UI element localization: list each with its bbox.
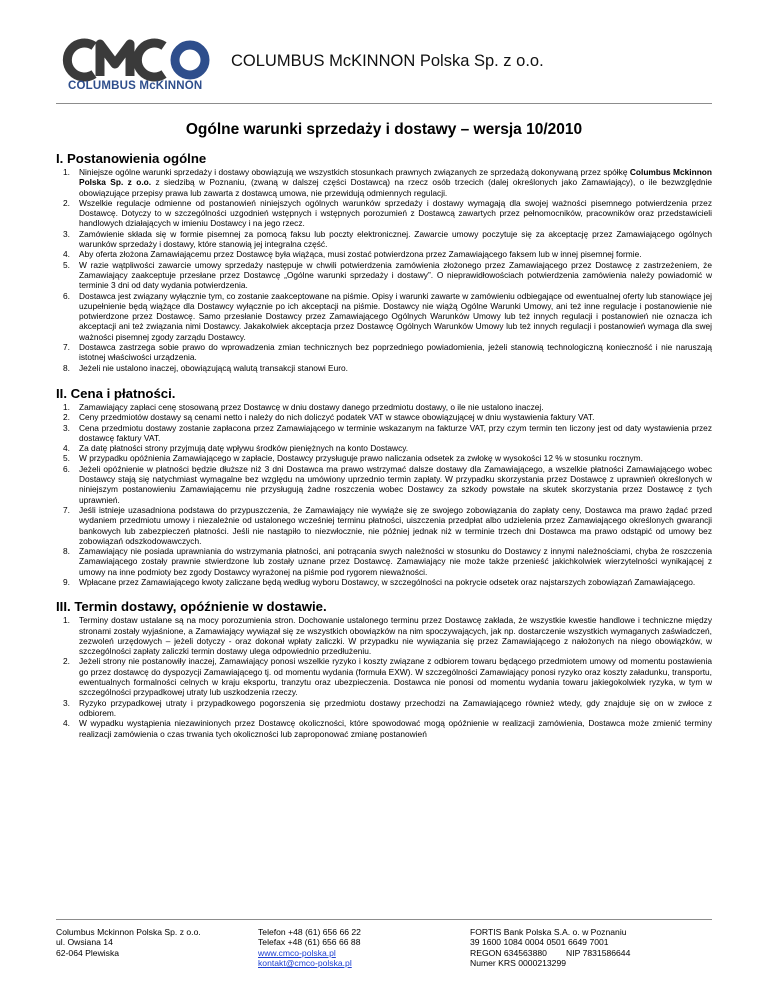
item-number: 8. (63, 546, 70, 557)
item-number: 2. (63, 197, 70, 208)
list-item (56, 718, 712, 739)
footer-divider (56, 919, 712, 920)
list-item (56, 577, 712, 587)
item-text: Dostawca jest związany wyłącznie tym, co zostanie zaakceptowane na piśmie. Opisy i warunki zawarte w zamówieniu odbiegające od ewentualnej oferty lub stanowiące jej uzupełnienie będą wiążące dla Dostawcy wyłącznie po ich akceptacji na piśmie. Dostawcy nie wiążą Ogólne Warunki Umowy, ani też inne regulacje i postanowienie nie potwierdzone przez Dostawcę. Samo przesłanie Dostawcy przez Zamawiającego Ogólnych Warunków Umowy lub też innych regulacji i postanowień nie oznacza ich akceptacji ani też związania nimi Dostawcy. Jakakolwiek akceptacja przez Dostawcę Ogólnych Warunków Umowy lub też innych regulacji i postanowień wymaga dla swej ważności pisemnej zgody zarządu Dostawcy. (79, 290, 712, 342)
header-divider (56, 103, 712, 104)
list-item (56, 656, 712, 697)
item-text: W przypadku opóźnienia Zamawiającego w zapłacie, Dostawcy przysługuje prawo naliczania odsetek za zwłokę w wysokości 12 % w stosunku rocznym. (79, 453, 643, 464)
item-number: 6. (63, 290, 70, 301)
item-text: Ceny przedmiotów dostawy są cenami netto i należy do nich doliczyć podatek VAT w stawce obowiązującej w dniu wystawienia faktury VAT. (79, 412, 595, 423)
list-item (56, 615, 712, 656)
list-item (56, 505, 712, 546)
email-link[interactable]: kontakt@cmco-polska.pl (258, 957, 352, 968)
item-text: Jeśli istnieje uzasadniona podstawa do przypuszczenia, że Zamawiający nie wywiąże się ze swojego zobowiązania do zapłaty ceny, Dostawca ma prawo żądać przed wydaniem przedmiotu umowy i niezależnie od ustalonego wcześniej terminu płatności, uiszczenia przedpłat albo udzielenia przez Zamawiającego określonych gwarancji bankowych lub zabezpieczeń płatności. Jeśli nie nastąpiło to niezwłocznie, nie później jednak niż w terminie trzech dni Dostawca ma prawo odstąpić od umowy bez zobowiązań odszkodowawczych. (79, 504, 712, 546)
item-number: 4. (63, 249, 70, 260)
website-link[interactable]: www.cmco-polska.pl (258, 947, 336, 958)
section-list (56, 167, 712, 373)
item-text: Zamawiający nie posiada uprawniania do wstrzymania płatności, ani potrącania swych należności w stosunku do Dostawcy z innymi należnościami, chyba że roszczenia Zamawiającego zostały prawnie stwierdzone lub zostały uznane przez Dostawcę. Zamawiający nie może także przenieść jakichkolwiek wierzytelności wynikającej z umowy na inne podmioty bez zgody Dostawcy wyrażonej na piśmie pod rygorem nieważności. (79, 546, 712, 577)
item-text: Ryzyko przypadkowej utraty i przypadkowego pogorszenia się przedmiotu dostawy przechodzi na Zamawiającego również wtedy, gdy znajduje się on w zwłoce z odbiorem. (79, 697, 712, 718)
list-item (56, 260, 712, 291)
footer-fax: Telefax +48 (61) 656 66 88 (258, 937, 361, 948)
item-text: Terminy dostaw ustalane są na mocy porozumienia stron. Dochowanie ustalonego terminu przez Dostawcę zakłada, że wszystkie kwestie handlowe i techniczne między stronami zostały wyjaśnione, a Zamawiający wywiązał się ze wszystkich obowiązków na nim spoczywających, jak np. dostarczenie wszystkich wymaganych zaświadczeń, zezwoleń urzędowych – jeżeli dotyczy - oraz dokonał wpłaty zaliczki. W przypadku nie wywiązania się przez Zamawiającego z nałożonych na niego obowiązków, w szczególności zapłaty zaliczki termin dostawy ulega odpowiednio przedłużeniu. (79, 615, 712, 657)
item-number: 3. (63, 228, 70, 239)
list-item (56, 453, 712, 463)
item-text: Aby oferta złożona Zamawiającemu przez Dostawcę była wiążąca, musi zostać potwierdzona przez Zamawiającego faksem lub w innej pisemnej formie. (79, 249, 642, 260)
item-number: 5. (63, 453, 70, 464)
section-3 (56, 599, 712, 739)
list-item (56, 291, 712, 342)
list-item (56, 342, 712, 363)
item-company-name: Columbus Mckinnon Polska Sp. z o.o. (79, 167, 712, 188)
footer-regon-nip: REGON 634563880 NIP 7831586644 (470, 947, 631, 958)
list-item (56, 464, 712, 505)
item-number: 7. (63, 504, 70, 515)
item-text: z siedzibą w Poznaniu, (zwaną w dalszej części Dostawcą) na rzecz osób trzecich (dalej określonych jako Zamawiający), o ile bezwzględnie obowiązujące przepisy prawa lub zawarta z dostawcą umowa, nie przewidują odmiennych regulacji. (79, 177, 712, 198)
section-2 (56, 386, 712, 587)
list-item (56, 363, 712, 373)
list-item (56, 698, 712, 719)
list-item (56, 167, 712, 198)
section-list (56, 615, 712, 739)
footer-krs: Numer KRS 0000213299 (470, 957, 567, 968)
footer-bank (470, 927, 630, 968)
item-number: 1. (63, 401, 70, 412)
item-number: 8. (63, 362, 70, 373)
item-number: 1. (63, 167, 70, 177)
document-title: Ogólne warunki sprzedaży i dostawy – wersja 10/2010 (185, 121, 583, 138)
logo-subtitle: COLUMBUS McKINNON (68, 80, 203, 92)
item-number: 3. (63, 422, 70, 433)
item-text: W razie wątpliwości zawarcie umowy sprzedaży następuje w chwili potwierdzenia zamówienia złożonego przez Zamawiającego przez Dostawcę z zastrzeżeniem, że Zamawiający zaakceptuje przesłane przez Dostawcę „Ogólne warunki sprzedaży i dostawy”. O nieprawidłowościach potwierdzenia zamówienia należy powiadomić w terminie 3 dni od daty wydania potwierdzenia. (79, 259, 712, 291)
footer-bank-name: FORTIS Bank Polska S.A. o. w Poznaniu (470, 927, 627, 937)
item-number: 2. (63, 412, 70, 423)
footer-phone: Telefon +48 (61) 656 66 22 (258, 927, 361, 937)
item-number: 4. (63, 443, 70, 454)
item-number: 1. (63, 615, 70, 626)
item-text: Cena przedmiotu dostawy zostanie zapłacona przez Zamawiającego w terminie wskazanym na fakturze VAT, przy czym termin ten liczony jest od daty wystawienia przez dostawcę faktury VAT. (79, 422, 712, 443)
letterhead (60, 36, 710, 100)
item-text: Wszelkie regulacje odmienne od postanowień niniejszych ogólnych warunków sprzedaży i dostawy wymagają dla swojej ważności pisemnego potwierdzenia przez Dostawcę. Dotyczy to w szczególności uzgodnień wstępnych i wstępnych porozumień z Dostawcą zawartych przez pełnomocników, pracowników oraz przedstawicieli handlowych działających w imieniu Dostawcy i na jego rzecz. (79, 197, 712, 229)
footer-account: 39 1600 1084 0004 0501 6649 7001 (470, 937, 609, 948)
list-item (56, 423, 712, 444)
document-body (56, 151, 712, 739)
footer-address (56, 927, 201, 958)
item-text: Wpłacane przez Zamawiającego kwoty zaliczane będą według wyboru Dostawcy, w szczególności na pokrycie odsetek oraz najstarszych zobowiązań Zamawiającego. (79, 576, 696, 587)
section-heading: I. Postanowienia ogólne (56, 151, 207, 166)
item-number: 9. (63, 576, 70, 587)
footer-contact (258, 927, 361, 968)
footer-company: Columbus Mckinnon Polska Sp. z o.o. (56, 927, 201, 937)
item-number: 3. (63, 697, 70, 708)
section-list (56, 402, 712, 587)
item-number: 7. (63, 342, 70, 353)
footer-city: 62-064 Plewiska (56, 947, 120, 958)
section-heading: II. Cena i płatności. (56, 385, 176, 401)
item-text: Jeżeli opóźnienie w płatności będzie dłuższe niż 3 dni Dostawca ma prawo wstrzymać dalsze dostawy dla Zamawiającego, a wszelkie płatności Zamawiającego wobec Dostawcy stają się natychmiast wymagalne bez względu na umówiony uprzednio termin zapłaty. W przypadku skorzystania przez Dostawcę z uprawnień określonych w niniejszym postanowieniu Zamawiającemu nie przysługują żadne roszczenia wobec Dostawcy za szkody powstałe na skutek skorzystania przez Dostawcę z tych uprawnień. (79, 463, 712, 505)
section-heading: III. Termin dostawy, opóźnienie w dostawie. (56, 599, 327, 615)
item-text: W wypadku wystąpienia niezawinionych przez Dostawcę okoliczności, które spowodować mogą opóźnienie w realizacji zamówienia, Dostawca może zmienić terminy realizacji zamówienia o czas trwania tych okoliczności lub zaproponować zmianę postanowień (79, 718, 712, 739)
section-1 (56, 151, 712, 373)
cmco-logo (60, 36, 220, 94)
item-text: Zamawiający zapłaci cenę stosowaną przez Dostawcę w dniu dostawy danego przedmiotu dostawy, o ile nie ustalono inaczej. (79, 401, 544, 412)
item-text: Jeżeli nie ustalono inaczej, obowiązującą walutą transakcji stanowi Euro. (79, 362, 349, 373)
item-text: Zamówienie składa się w formie pisemnej za pomocą faksu lub poczty elektronicznej. Zawarcie umowy poczytuje się za akceptację przez Zamawiającego ogólnych warunków sprzedaży i dostawy, które stanowią jej integralna część. (79, 228, 712, 250)
item-number: 2. (63, 656, 70, 667)
item-number: 6. (63, 463, 70, 474)
list-item (56, 412, 712, 422)
item-text: Za datę płatności strony przyjmują datę wpływu środków pieniężnych na konto Dostawcy. (79, 443, 409, 454)
footer-street: ul. Owsiana 14 (56, 937, 113, 948)
list-item (56, 229, 712, 250)
item-text: Jeżeli strony nie postanowiły inaczej, Zamawiający ponosi wszelkie ryzyko i koszty związane z odbiorem towaru będącego przedmiotem umowy od momentu postawienia go przez dostawcę do dyspozycji Zamawiającego tj. od momentu wydania (formuła EXW). W szczególności Zamawiający ponosi ryzyko oraz koszty załadunku, transportu, ewentualnych formalności celnych w kraju eksportu, tranzytu oraz ubezpieczenia. Dostawca nie ponosi od momentu wydania towaru jakiegokolwiek ryzyka, w tym w szczególności przypadkowej utraty lub uszkodzenia rzeczy. (79, 656, 712, 698)
cmco-logo-mark (60, 36, 220, 82)
list-item (56, 443, 712, 453)
list-item (56, 249, 712, 259)
item-number: 4. (63, 718, 70, 729)
list-item (56, 546, 712, 577)
company-name: COLUMBUS McKINNON Polska Sp. z o.o. (231, 52, 544, 70)
list-item (56, 402, 712, 412)
item-text: Niniejsze ogólne warunki sprzedaży i dostawy obowiązują we wszystkich stosunkach prawnych związanych ze sprzedażą dokonywaną przez spółkę (79, 167, 630, 177)
item-number: 5. (63, 259, 70, 270)
item-text: Dostawca zastrzega sobie prawo do wprowadzenia zmian technicznych bez poprzedniego powiadomienia, jeżeli stanowią technologiczną konieczność i nie naruszają istotnej właściwości urządzenia. (79, 342, 712, 363)
list-item (56, 198, 712, 229)
